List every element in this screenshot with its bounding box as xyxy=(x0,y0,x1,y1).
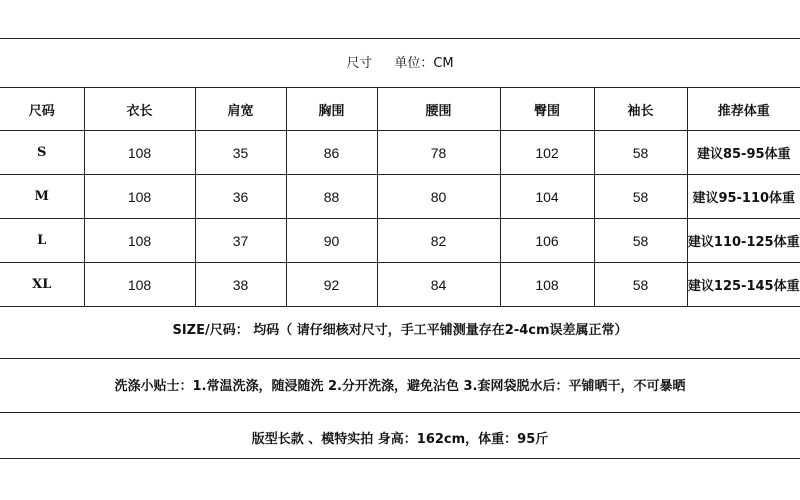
divider xyxy=(0,412,800,413)
table-cell: 36 xyxy=(195,175,286,219)
header-hip: 臀围 xyxy=(500,88,594,131)
table-cell: 108 xyxy=(84,263,195,307)
table-cell: 35 xyxy=(195,131,286,175)
table-cell: 建议125-145体重 xyxy=(687,263,800,307)
model-info: 版型长款 、模特实拍 身高：162cm，体重：95斤 xyxy=(251,432,549,447)
header-sleeve: 袖长 xyxy=(594,88,687,131)
table-cell: 86 xyxy=(286,131,377,175)
table-cell: 104 xyxy=(500,175,594,219)
table-cell: 108 xyxy=(84,175,195,219)
table-cell: 108 xyxy=(500,263,594,307)
top-divider xyxy=(0,38,800,39)
chart-title xyxy=(0,42,800,86)
header-waist: 腰围 xyxy=(377,88,500,131)
divider xyxy=(0,358,800,359)
header-bust: 胸围 xyxy=(286,88,377,131)
table-cell: M xyxy=(0,175,84,219)
header-length: 衣长 xyxy=(84,88,195,131)
table-cell: 88 xyxy=(286,175,377,219)
table-cell: 建议85-95体重 xyxy=(687,131,800,175)
table-cell: L xyxy=(0,219,84,263)
wash-tips: 洗涤小贴士：1.常温洗涤，随浸随洗 2.分开洗涤，避免沾色 3.套网袋脱水后：平铺晒干，不可暴晒 xyxy=(114,379,686,394)
title-label: 尺寸 xyxy=(346,56,373,71)
table-cell: 90 xyxy=(286,219,377,263)
table-row xyxy=(0,263,800,307)
table-cell: 58 xyxy=(594,131,687,175)
bottom-divider xyxy=(0,458,800,459)
header-recommended-weight: 推荐体重 xyxy=(687,88,800,131)
table-row xyxy=(0,131,800,175)
size-note: SIZE/尺码： 均码（ 请仔细核对尺寸，手工平铺测量存在2-4cm误差属正常） xyxy=(172,323,628,338)
table-row xyxy=(0,219,800,263)
table-cell: 102 xyxy=(500,131,594,175)
table-cell: XL xyxy=(0,263,84,307)
table-cell: 92 xyxy=(286,263,377,307)
title-unit: 单位：CM xyxy=(394,56,454,71)
table-cell: 建议95-110体重 xyxy=(687,175,800,219)
table-cell: 建议110-125体重 xyxy=(687,219,800,263)
table-cell: 84 xyxy=(377,263,500,307)
table-cell: 38 xyxy=(195,263,286,307)
table-cell: S xyxy=(0,131,84,175)
table-cell: 58 xyxy=(594,219,687,263)
table-cell: 78 xyxy=(377,131,500,175)
table-cell: 82 xyxy=(377,219,500,263)
header-shoulder: 肩宽 xyxy=(195,88,286,131)
header-size: 尺码 xyxy=(0,88,84,131)
table-header-row xyxy=(0,88,800,131)
table-cell: 108 xyxy=(84,219,195,263)
table-cell: 37 xyxy=(195,219,286,263)
table-cell: 108 xyxy=(84,131,195,175)
table-cell: 106 xyxy=(500,219,594,263)
table-cell: 58 xyxy=(594,175,687,219)
size-table xyxy=(0,87,800,307)
table-cell: 58 xyxy=(594,263,687,307)
table-cell: 80 xyxy=(377,175,500,219)
table-row xyxy=(0,175,800,219)
